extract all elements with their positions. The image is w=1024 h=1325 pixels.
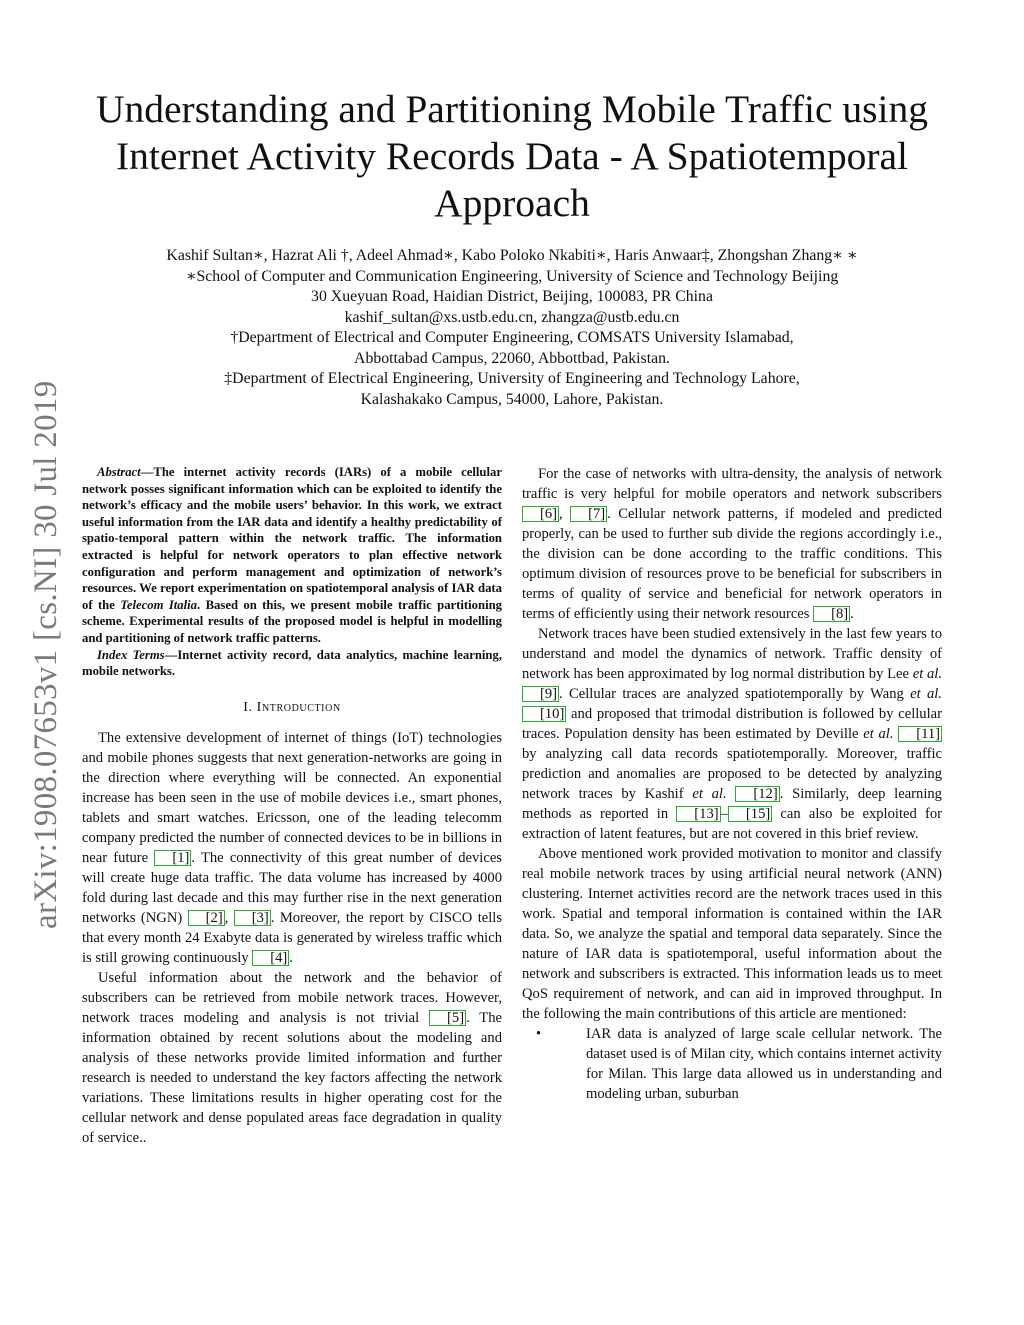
affiliation-line: 30 Xueyuan Road, Haidian District, Beijing, 100083, PR China xyxy=(311,288,713,305)
affiliation-line: ∗School of Computer and Communication Engineering, University of Science and Technology Beijing xyxy=(185,267,839,285)
paragraph: Network traces have been studied extensively in the last few years to understand and model the dynamics of network. Traffic density of network has been approximated by log normal distribution by Lee et al. [9] . Cellular traces are analyzed spatiotemporally by Wang et al. [10] and proposed that trimodal distribution is followed by cellular traces. Population density has been estimated by Deville et al. [11] by analyzing call data records spatiotemporally. Moreover, traffic prediction and anomalies are proposed to be detected by analyzing network traces by Kashif et al. [12] . Similarly, deep learning methods as reported in [13] – [15] can also be exploited for extraction of latent features, but are not covered in this brief review. xyxy=(522,626,942,842)
left-column xyxy=(82,464,502,1148)
author-emails: kashif_sultan@xs.ustb.edu.cn, zhangza@ustb.edu.cn xyxy=(344,308,680,326)
section-heading: I. Introduction xyxy=(243,699,341,715)
right-column xyxy=(522,464,942,1104)
abstract xyxy=(82,464,502,647)
affiliation-line: †Department of Electrical and Computer Engineering, COMSATS University Islamabad, xyxy=(230,329,794,346)
citation-link[interactable]: [1] xyxy=(154,850,191,866)
citation-link[interactable]: [12] xyxy=(735,786,779,802)
paragraph: The extensive development of internet of things (IoT) technologies and mobile phones suggests that next generation-networks are going in the direction where everything will be connected. An exponential increase has been seen in the use of mobile devices i.e., smart phones, tablets and smart watches. Ericsson, one of the leading telecomm company predicted the number of connected devices to be in billions in near future [1] . The connectivity of this great number of devices will create huge data traffic. The data volume has increased by 4000 fold during last decade and this may further rise in the next generation networks (NGN) [2] , [3] . Moreover, the report by CISCO tells that every month 24 Exabyte data is generated by wireless traffic which is still growing continuously [4] . xyxy=(82,729,503,966)
author-list: Kashif Sultan∗, Hazrat Ali †, Adeel Ahmad∗, Kabo Poloko Nkabiti∗, Haris Anwaar‡, Zhongshan Zhang∗ ∗ xyxy=(166,247,858,264)
paragraph: For the case of networks with ultra-density, the analysis of network traffic is very helpful for mobile operators and network subscribers [6] , [7] . Cellular network patterns, if modeled and predicted properly, can be used to further sub divide the regions accordingly i.e., the division can be done according to the traffic conditions. This optimum division of resources prove to be beneficial for subscribers in terms of quality of service and beneficial for network operators in terms of efficiently using their network resources [8] . xyxy=(522,466,942,622)
index-terms-text: —Internet activity record, data analytics, machine learning, mobile networks. xyxy=(82,647,502,679)
affiliation-line: Kalashakako Campus, 54000, Lahore, Pakistan. xyxy=(360,390,664,408)
author-block xyxy=(75,246,949,410)
citation-link[interactable]: [13] xyxy=(676,806,720,822)
arxiv-stamp: arXiv:1908.07653v1 [cs.NI] 30 Jul 2019 xyxy=(28,380,64,930)
contribution-bullet xyxy=(522,1024,942,1104)
bullet-text: IAR data is analyzed of large scale cellular network. The dataset used is of Milan city, which contains internet activity for Milan. This large data allowed us in understanding and modeling urban, suburban xyxy=(586,1026,942,1102)
citation-link[interactable]: [4] xyxy=(252,950,289,966)
title-line: Understanding and Partitioning Mobile Traffic using xyxy=(95,87,928,131)
abstract-label: Abstract xyxy=(97,465,141,479)
affiliation-line: Abbottabad Campus, 22060, Abbottbad, Pakistan. xyxy=(354,349,670,367)
index-terms xyxy=(82,647,502,680)
title-line: Internet Activity Records Data - A Spatiotemporal xyxy=(115,134,908,178)
paragraph: Useful information about the network and the behavior of subscribers can be retrieved from mobile network traces. However, network traces modeling and analysis is not trivial [5] . The information obtained by recent solutions about the modeling and analysis of these networks provide limited information and further research is needed to understand the key factors affecting the network variations. These limitations results in higher operating cost for the cellular network and dense populated areas face degradation in quality of service.. xyxy=(82,969,502,1146)
bullet-dot: • xyxy=(536,1026,542,1042)
title-line: Approach xyxy=(434,181,590,225)
citation-link[interactable]: [6] xyxy=(522,506,559,522)
citation-link[interactable]: [7] xyxy=(570,506,607,522)
index-terms-label: Index Terms xyxy=(97,647,165,662)
abstract-text: . Based on this, we present mobile traffic partitioning scheme. Experimental results of the proposed model is helpful in modelling and partitioning of network traffic patterns. xyxy=(82,597,502,645)
citation-link[interactable]: [5] xyxy=(429,1010,466,1026)
abstract-italic: Telecom Italia xyxy=(120,597,198,612)
citation-link[interactable]: [9] xyxy=(522,686,559,702)
paragraph: Above mentioned work provided motivation to monitor and classify real mobile network traces by using artificial neural network (ANN) clustering. Internet activities record are the network traces used in this work. Spatial and temporal information is contained within the IAR data. So, we analyze the spatial and temporal data separately. Since the nature of IAR data is spatiotemporal, useful information about the network and subscribers is extracted. This information leads us to meet QoS requirement of network, and can aid in improved throughput. In the following the main contributions of this article are mentioned: xyxy=(522,846,942,1022)
citation-link[interactable]: [2] xyxy=(188,910,225,926)
paper-title xyxy=(75,86,949,227)
citation-link[interactable]: [10] xyxy=(522,706,566,722)
affiliation-line: ‡Department of Electrical Engineering, University of Engineering and Technology Lahore, xyxy=(224,370,800,387)
citation-link[interactable]: [15] xyxy=(728,806,772,822)
citation-link[interactable]: [11] xyxy=(898,726,942,742)
abstract-text: —The internet activity records (IARs) of a mobile cellular network posses significant information which can be exploited to identify the network’s efficacy and the mobile users’ behavior. In this work, we extract useful information from the IAR data and identify a healthy predictability of spatio-temporal pattern within the network traffic. The information extracted is helpful for network operators to plan effective network configuration and perform management and optimization of network’s resources. We report experimentation on spatiotemporal analysis of IAR data of the xyxy=(82,465,502,612)
citation-link[interactable]: [8] xyxy=(813,606,850,622)
citation-link[interactable]: [3] xyxy=(234,910,271,926)
